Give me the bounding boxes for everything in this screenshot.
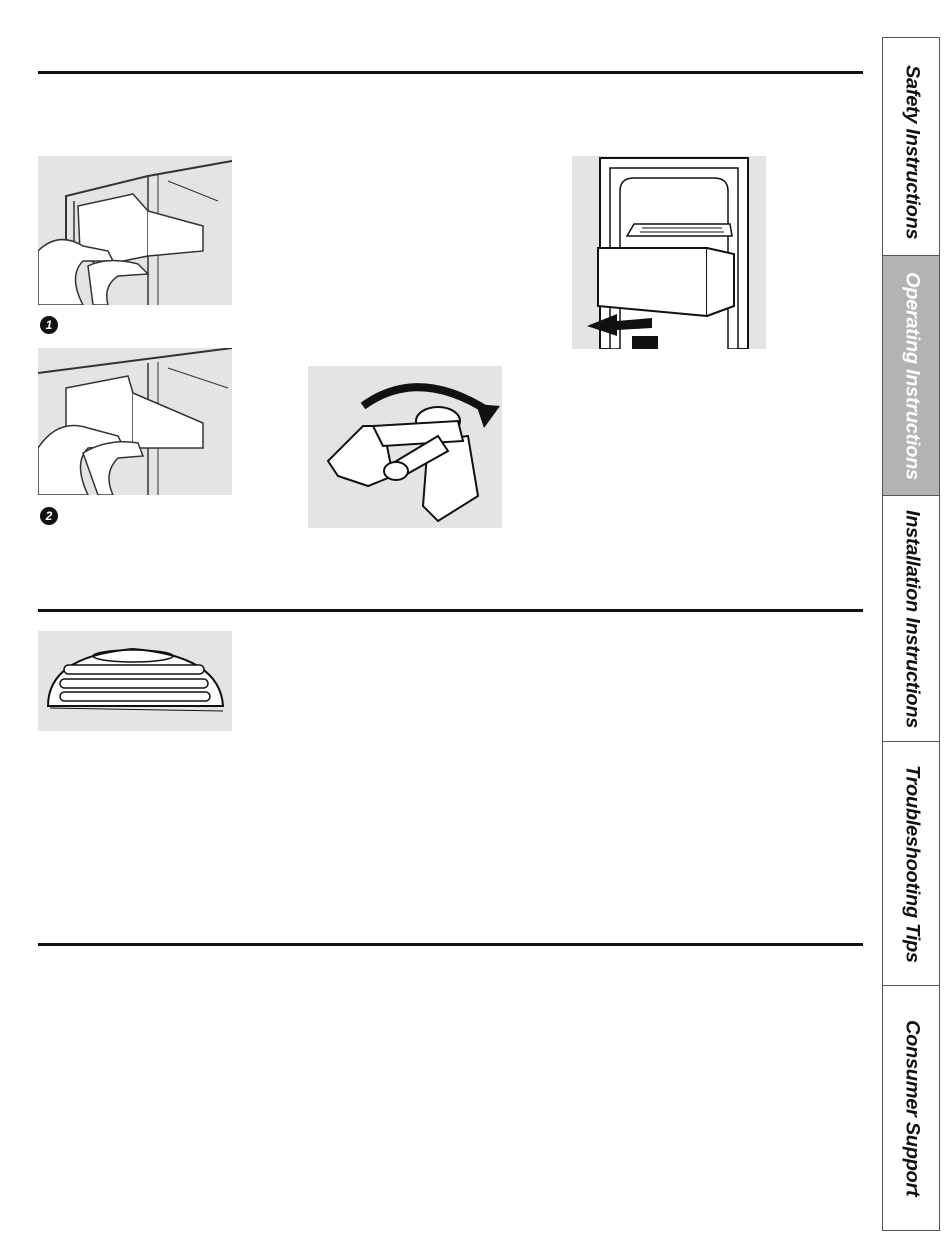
step-number-1: 1 [40,316,58,334]
illustration-bracket-rotation [308,366,502,528]
tab-safety-instructions[interactable] [882,37,940,267]
step-number-2: 2 [40,507,58,525]
tab-label: Safety Instructions [901,64,922,240]
tab-label: Consumer Support [901,1019,922,1197]
section-rule-bottom [38,943,863,946]
tab-label: Installation Instructions [901,509,922,729]
tab-label: Operating Instructions [901,272,922,480]
illustration-bin-removal-step-2 [38,348,232,495]
tab-label: Troubleshooting Tips [901,765,922,963]
tab-consumer-support[interactable] [882,985,940,1231]
tab-operating-instructions[interactable] [882,255,940,497]
tab-installation-instructions[interactable] [882,495,940,743]
illustration-tray [38,631,232,731]
illustration-freezer-drawer [572,156,766,349]
section-rule-middle [38,609,863,612]
tab-troubleshooting-tips[interactable] [882,741,940,987]
illustration-bin-removal-step-1 [38,156,232,305]
section-rule-top [38,71,863,74]
